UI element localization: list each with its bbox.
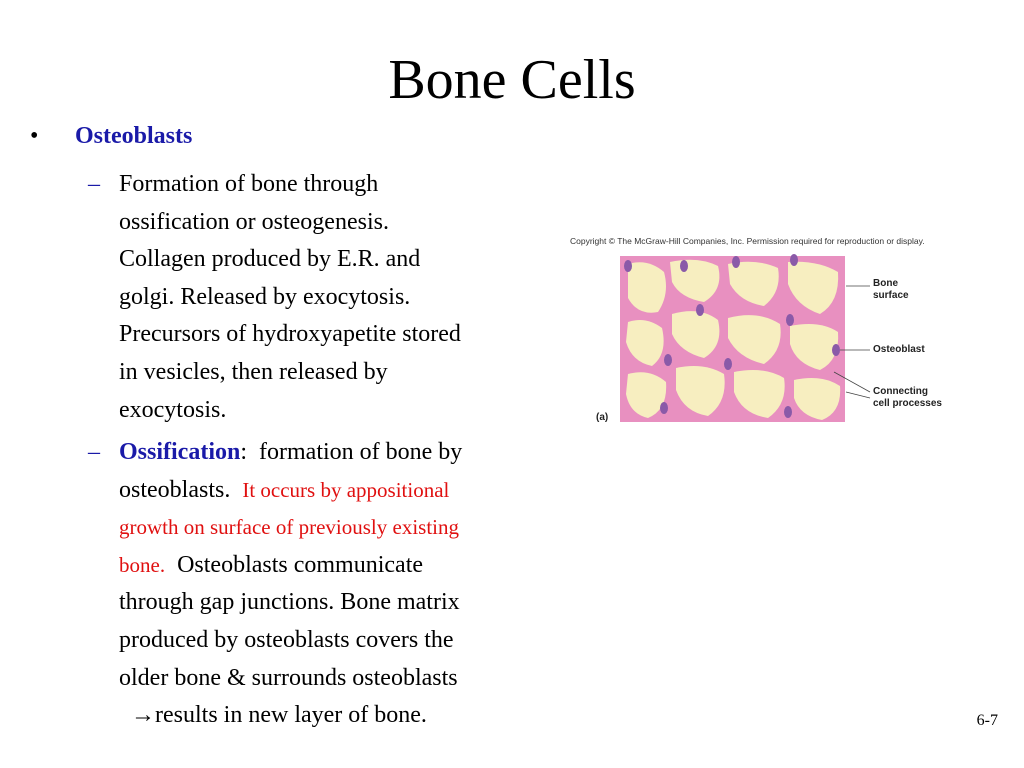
text-line: Precursors of hydroxyapetite stored [119, 321, 461, 348]
text-line: Formation of bone through [119, 171, 379, 197]
keyword-ossification: Ossification [119, 439, 241, 465]
bullet-heading: Osteoblasts [75, 123, 193, 149]
text-line: through gap junctions. Bone matrix [119, 589, 460, 616]
osteoblast-nucleus [832, 344, 840, 356]
text-span: results in new layer of bone. [155, 702, 427, 729]
dash-marker: – [88, 439, 100, 465]
bone-matrix-cell [628, 262, 666, 313]
text-line: Collagen produced by E.R. and [119, 246, 421, 273]
bullet-dot: • [30, 123, 39, 149]
osteoblast-nucleus [790, 254, 798, 266]
dash-marker: – [88, 171, 100, 197]
highlight-text: growth on surface of previously existing [119, 515, 460, 540]
highlight-text: It occurs by appositional [242, 477, 450, 502]
text-line [119, 697, 569, 735]
text-span: Osteoblasts communicate [165, 551, 424, 578]
text-line: exocytosis. [119, 396, 227, 423]
text-line [119, 434, 569, 472]
osteoblast-nucleus [624, 260, 632, 272]
label-line: surface [873, 290, 909, 301]
osteoblast-nucleus [784, 406, 792, 418]
sub-bullet-text [119, 166, 569, 429]
osteoblast-nucleus [680, 260, 688, 272]
label-connecting-processes [873, 386, 942, 410]
label-panel-a: (a) [596, 412, 609, 423]
osteoblast-nucleus [732, 256, 740, 268]
osteoblast-nucleus [664, 354, 672, 366]
text-span: osteoblasts. [119, 476, 243, 503]
bone-cells-figure [568, 232, 978, 428]
text-span: : formation of bone by [240, 439, 463, 465]
text-line: ossification or osteogenesis. [119, 208, 389, 235]
label-leader-line [846, 392, 870, 398]
label-line: cell processes [873, 398, 942, 409]
label-bone-surface [873, 278, 909, 302]
osteoblast-nucleus [724, 358, 732, 370]
text-line [119, 472, 569, 510]
slide-title: Bone Cells [388, 49, 636, 111]
text-line: older bone & surrounds osteoblasts [119, 664, 458, 691]
label-line: Bone [873, 278, 898, 289]
osteoblast-nucleus [786, 314, 794, 326]
text-line: golgi. Released by exocytosis. [119, 283, 411, 310]
copyright-notice: Copyright © The McGraw-Hill Companies, Inc. Permission required for reproduction or display. [570, 236, 925, 246]
highlight-text: bone. [119, 552, 166, 577]
text-line [119, 509, 569, 547]
label-osteoblast: Osteoblast [873, 344, 925, 355]
text-line: produced by osteoblasts covers the [119, 626, 454, 653]
text-line [119, 547, 569, 585]
page-number: 6-7 [976, 712, 998, 729]
sub-bullet-text [119, 434, 569, 735]
label-line: Connecting [873, 386, 928, 397]
arrow-right-icon: → [131, 702, 155, 729]
text-line: in vesicles, then released by [119, 358, 388, 385]
osteoblast-nucleus [660, 402, 668, 414]
osteoblast-nucleus [696, 304, 704, 316]
